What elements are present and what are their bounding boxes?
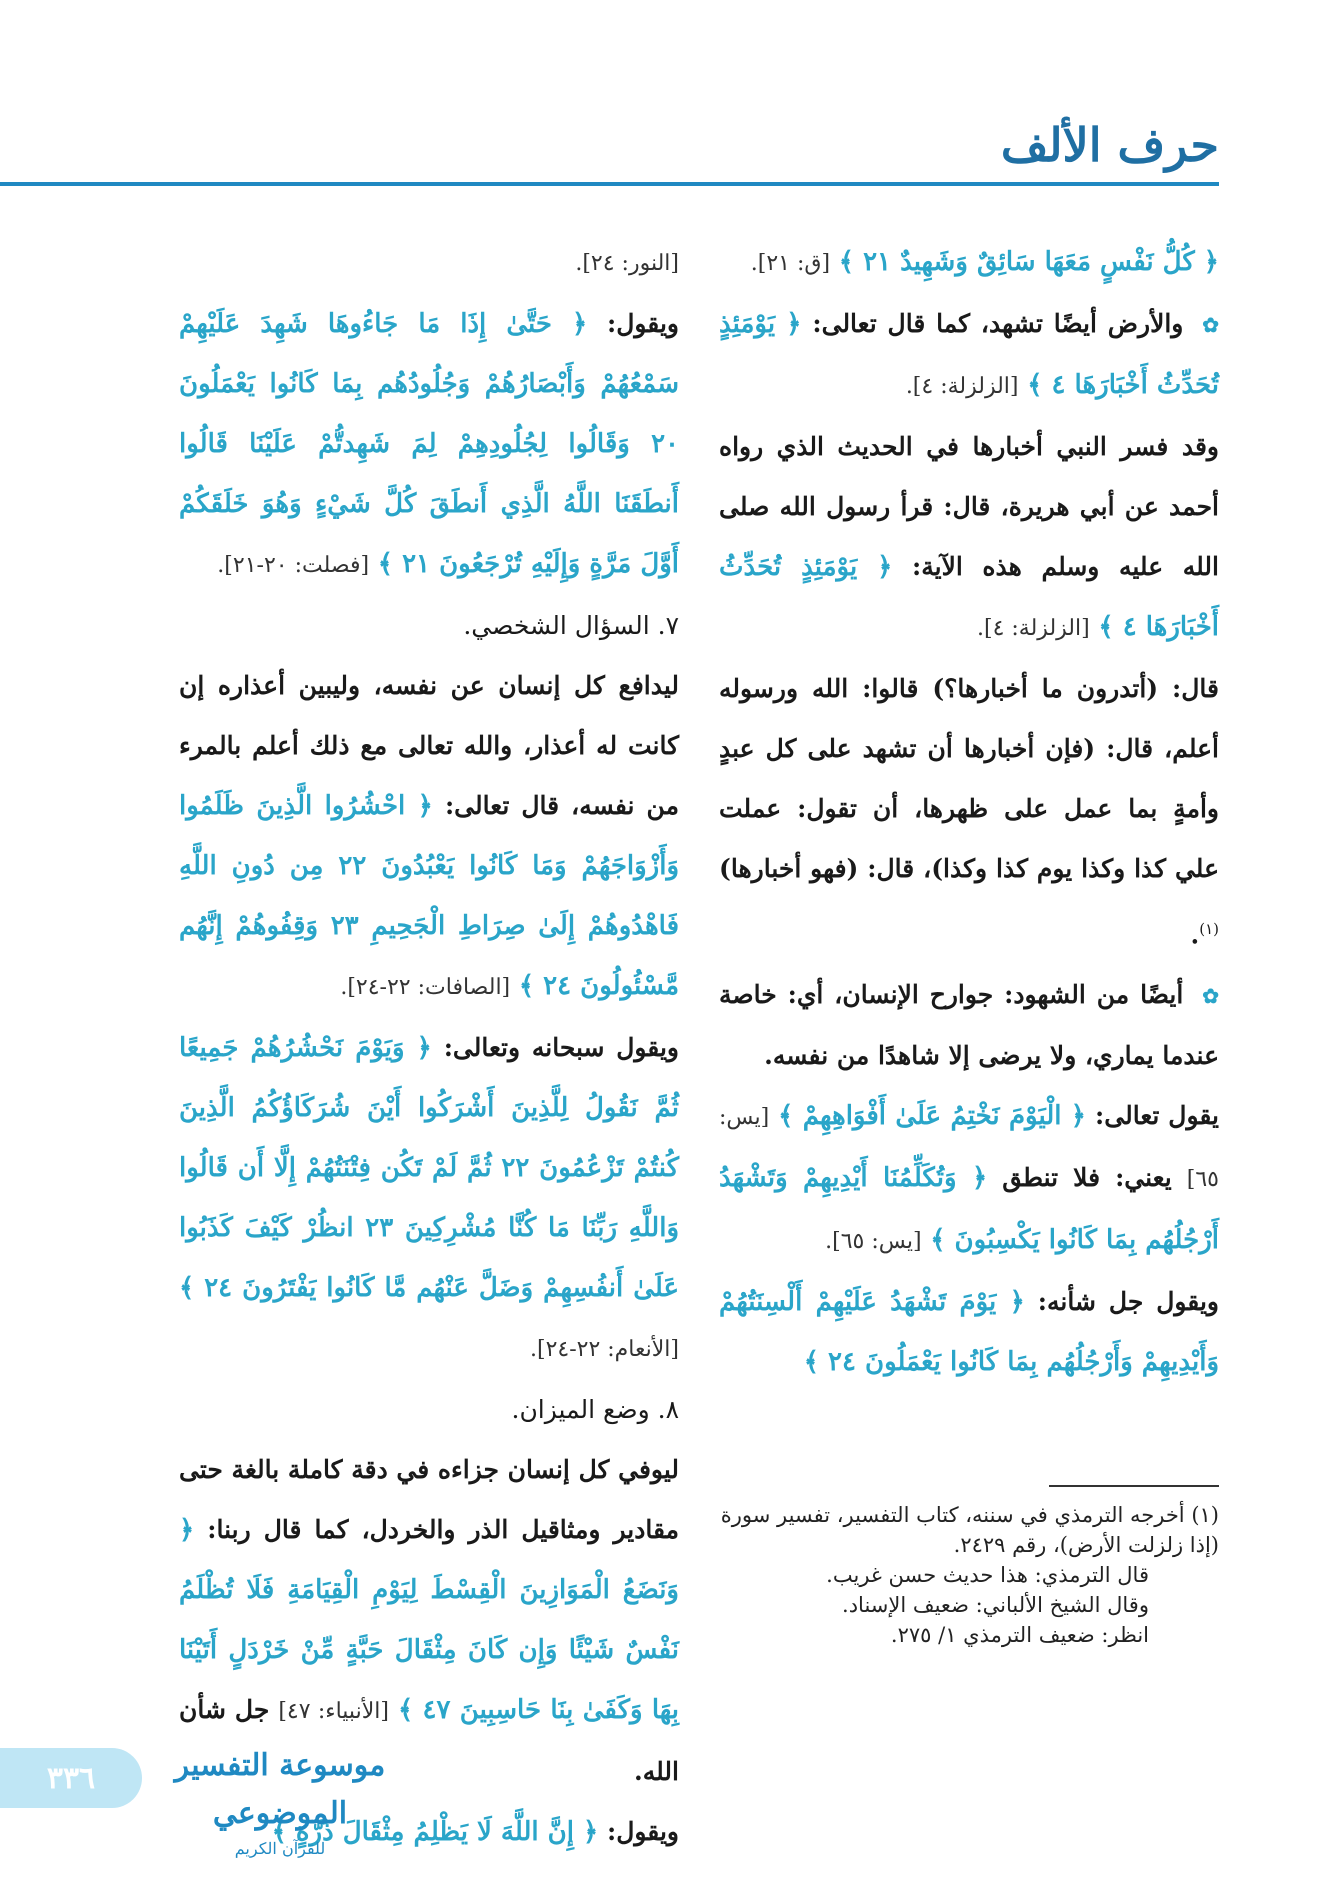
quran-verse: ﴿ كُلُّ نَفْسٍ مَعَهَا سَائِقٌ وَشَهِيدٌ ٢١ ﴾ [838,247,1219,277]
verse-reference: [يس: ٦٥] [719,1105,1219,1193]
paragraph [719,965,1219,1086]
bullet-flower-icon: ✿ [1202,313,1219,337]
section-heading: ٨. وضع الميزان. [511,1395,679,1424]
verse-reference: [الزلزلة: ٤]. [977,616,1090,641]
paragraph [719,1086,1219,1272]
verse-reference: [يس: ٦٥]. [825,1229,922,1255]
paragraph-text: جل شأن الله. [179,1695,679,1786]
paragraph [719,417,1219,659]
encyclopedia-logo [160,1742,400,1858]
bullet-flower-icon: ✿ [1202,984,1219,1009]
paragraph-text: وقد فسر النبي أخبارها في الحديث الذي رواه أحمد عن أبي هريرة، قال: قرأ رسول الله صلى الله عليه وسلم هذه الآية: [719,432,1219,581]
paragraph-text: ويقول سبحانه وتعالى: [443,1033,679,1062]
verse-reference: [الزلزلة: ٤]. [905,374,1019,399]
left-column [179,232,679,1862]
quran-verse: ﴿ يَوْمَ تَشْهَدُ عَلَيْهِمْ أَلْسِنَتُهُمْ وَأَيْدِيهِمْ وَأَرْجُلُهُم بِمَا كَانُوا يَعْمَلُونَ ٢٤ ﴾ [719,1287,1219,1378]
paragraph [179,1018,679,1380]
verse-reference: [الأنبياء: ٤٧] [278,1699,389,1724]
quran-verse: ﴿ حَتَّىٰ إِذَا مَا جَاءُوهَا شَهِدَ عَلَيْهِمْ سَمْعُهُمْ وَأَبْصَارُهُمْ وَجُلُودُهُم بِمَا كَانُوا يَعْمَلُونَ ٢٠ وَقَالُوا لِجُلُودِهِمْ لِمَ شَهِدتُّمْ عَلَيْنَا قَالُوا أَنطَقَنَا اللَّهُ الَّذِي أَنطَقَ كُلَّ شَيْءٍ وَهُوَ خَلَقَكُمْ أَوَّلَ مَرَّةٍ وَإِلَيْهِ تُرْجَعُونَ ٢١ ﴾ [179,309,679,579]
footnote-line: انظر: ضعيف الترمذي ١/ ٢٧٥. [890,1623,1149,1647]
right-column [719,232,1219,1392]
logo-title: موسوعة التفسير الموضوعي [174,1748,386,1831]
paragraph [179,656,679,1018]
paragraph-text: ليوفي كل إنسان جزاءه في دقة كاملة بالغة حتى مقادير ومثاقيل الذر والخردل، كما قال ربنا: [179,1455,679,1544]
logo-subtitle: للقرآن الكريم [234,1839,326,1858]
quran-verse: ﴿ إِنَّ اللَّهَ لَا يَظْلِمُ مِثْقَالَ ذَرَّةٍ ﴾ [271,1817,599,1847]
quran-verse: ﴿ الْيَوْمَ نَخْتِمُ عَلَىٰ أَفْوَاهِهِمْ ﴾ [778,1101,1087,1132]
footnotes [719,1500,1219,1650]
paragraph [179,232,679,294]
paragraph-text: ليدافع كل إنسان عن نفسه، وليبين أعذاره إن كانت له أعذار، والله تعالى مع ذلك أعلم بالمرء من نفسه، قال تعالى: [179,671,679,820]
header-divider [0,182,1219,186]
paragraph [179,294,679,596]
paragraph-text: ويقول: [606,309,679,338]
paragraph-text: يعني: فلا تنطق [1002,1163,1172,1193]
paragraph [719,1272,1219,1392]
paragraph [719,294,1219,417]
paragraph-text: والأرض أيضًا تشهد، كما قال تعالى: [812,309,1184,338]
footnote-marker[interactable]: (١) [1199,920,1219,938]
footnote-line: وقال الشيخ الألباني: ضعيف الإسناد. [842,1593,1149,1617]
paragraph-text: ويقول: [607,1817,679,1846]
quran-verse: ﴿ يَوْمَئِذٍ تُحَدِّثُ أَخْبَارَهَا ٤ ﴾ [719,309,1219,400]
quran-verse: ﴿ احْشُرُوا الَّذِينَ ظَلَمُوا وَأَزْوَاجَهُمْ وَمَا كَانُوا يَعْبُدُونَ ٢٢ مِن دُونِ اللَّهِ فَاهْدُوهُمْ إِلَىٰ صِرَاطِ الْجَحِيمِ ٢٣ وَقِفُوهُمْ إِنَّهُم مَّسْئُولُونَ ٢٤ ﴾ [179,791,680,1001]
quran-verse: ﴿ وَتُكَلِّمُنَا أَيْدِيهِمْ وَتَشْهَدُ أَرْجُلُهُم بِمَا كَانُوا يَكْسِبُونَ ﴾ [719,1163,1219,1256]
verse-reference: [الصافات: ٢٢-٢٤]. [340,975,511,1000]
quran-verse: ﴿ وَيَوْمَ نَحْشُرُهُمْ جَمِيعًا ثُمَّ نَقُولُ لِلَّذِينَ أَشْرَكُوا أَيْنَ شُرَكَاؤُكُمُ الَّذِينَ كُنتُمْ تَزْعُمُونَ ٢٢ ثُمَّ لَمْ تَكُن فِتْنَتُهُمْ إِلَّا أَن قَالُوا وَاللَّهِ رَبِّنَا مَا كُنَّا مُشْرِكِينَ ٢٣ انظُرْ كَيْفَ كَذَبُوا عَلَىٰ أَنفُسِهِمْ وَضَلَّ عَنْهُم مَّا كَانُوا يَفْتَرُونَ ٢٤ ﴾ [179,1033,680,1303]
paragraph-text: ويقول جل شأنه: [1037,1287,1219,1317]
paragraph-text: قال: (أتدرون ما أخبارها؟) قالوا: الله ورسوله أعلم، قال: (فإن أخبارها أن تشهد على كل عبدٍ وأمةٍ بما عمل على ظهرها، أن تقول: عملت علي كذا وكذا يوم كذا وكذا)، قال: (فهو أخبارها) [719,674,1219,883]
paragraph: قال: (أتدرون ما أخبارها؟) قالوا: الله ورسوله أعلم، قال: (فإن أخبارها أن تشهد على كل عبدٍ وأمةٍ بما عمل على ظهرها، أن تقول: عملت علي كذا وكذا يوم كذا وكذا)، قال: (فهو أخبارها)$^{(١)}$. [719,674,1219,950]
footnote-divider [1049,1485,1219,1487]
verse-reference: [فصلت: ٢٠-٢١]. [217,553,370,578]
paragraph-text: يقول تعالى: [1095,1101,1219,1131]
quran-verse: ﴿ يَوْمَئِذٍ تُحَدِّثُ أَخْبَارَهَا ٤ ﴾ [719,552,1219,642]
footnote: (١) أخرجه الترمذي في سننه، كتاب التفسير، تفسير سورة (إذا زلزلت الأرض)، رقم ٢٤٢٩. [720,1503,1219,1557]
verse-reference: [ق: ٢١]. [750,251,831,276]
quran-verse: ﴿ وَنَضَعُ الْمَوَازِينَ الْقِسْطَ لِيَوْمِ الْقِيَامَةِ فَلَا تُظْلَمُ نَفْسٌ شَيْئًا وَإِن كَانَ مِثْقَالَ حَبَّةٍ مِّنْ خَرْدَلٍ أَتَيْنَا بِهَا وَكَفَىٰ بِنَا حَاسِبِينَ ٤٧ ﴾ [179,1515,679,1725]
section-heading: ٧. السؤال الشخصي. [463,611,679,640]
footnote-line: قال الترمذي: هذا حديث حسن غريب. [826,1563,1149,1587]
paragraph-text: أيضًا من الشهود: جوارح الإنسان، أي: خاصة عندما يماري، ولا يرضى إلا شاهدًا من نفسه. [719,980,1219,1071]
verse-reference: [النور: ٢٤]. [575,251,679,276]
verse-reference: [الأنعام: ٢٢-٢٤]. [529,1337,679,1362]
paragraph [719,232,1219,294]
page-number: ٣٣٦ [0,1748,142,1808]
section-title: حرف الألف [1000,118,1219,172]
